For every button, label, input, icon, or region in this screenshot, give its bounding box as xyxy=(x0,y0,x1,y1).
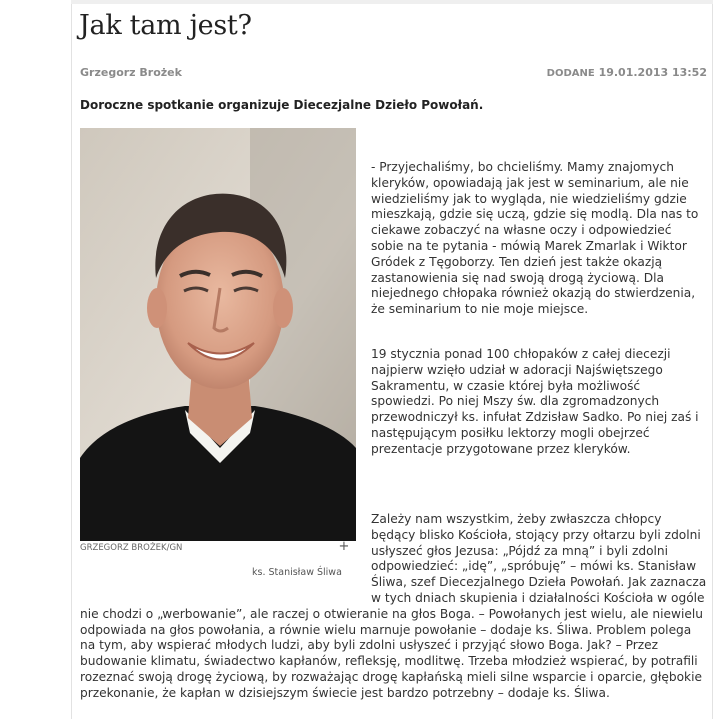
article-title: Jak tam jest? xyxy=(79,10,252,41)
article-paragraph: 19 stycznia ponad 100 chłopaków z całej diecezji najpierw wzięło udział w adoracji Najświętszego Sakramentu, w czasie której była możliwość spowiedzi. Po niej Mszy św. dla zgromadzonych przewodniczył ks. infułat Zdzisław Sadko. Po niej zaś i następującym posiłku lektorzy mogli obejrzeć prezentacje przygotowane przez kleryków. xyxy=(371,347,699,456)
article-paragraph-wrap xyxy=(80,512,708,712)
content-border-left xyxy=(71,0,72,719)
article-paragraph: - Przyjechaliśmy, bo chcieliśmy. Mamy znajomych kleryków, opowiadają jak jest w seminarium, ale nie wiedzieliśmy jak to wygląda, nie wiedzieliśmy gdzie mieszkają, gdzie się uczą, gdzie się modlą. Dla nas to ciekawe zobaczyć na własne oczy i odpowiedzieć sobie na te pytania - mówią Marek Zmarlak i Wiktor Gródek z Tęgoborzy. Ten dzień jest także okazją zastanowienia się nad swoją drogą życiową. Dla niejednego chłopaka również okazją do stwierdzenia, że seminarium to nie moje miejsce. xyxy=(371,160,699,317)
article-paragraph: Zależy nam wszystkim, żeby zwłaszcza chłopcy będący blisko Kościoła, stojący przy ołtarzu byli zdolni usłyszeć głos Jezusa: „Pójdź za mną” i byli zdolni odpowiedzieć: „idę”, „spróbuję” – mówi ks. Stanisław Śliwa, szef Diecezjalnego Dzieła Powołań. Jak zaznacza w tych dniach skupienia i działalności Kościoła w ogóle nie chodzi o „werbowanie”, ale raczej o otwieranie na głos Boga. – Powołanych jest wielu, ale niewielu odpowiada na głos powołania, a równie wielu marnuje powołanie – dodaje ks. Śliwa. Problem polega na tym, aby wspierać młodych ludzi, aby byli zdolni usłyszeć i przyjąć słowo Boga. Jak? – Przez budowanie klimatu, świadectwo kapłanów, refleksję, modlitwę. Trzeba młodzież wspierać, by potrafili rozeznać swoją drogę życiową, by rozważając drogę kapłańską mieli silne wsparcie i oparcie, głębokie przekonanie, że kapłan w dzisiejszym świecie jest bardzo potrzebny – dodaje ks. Śliwa. xyxy=(80,512,707,700)
priest-portrait xyxy=(80,128,356,541)
content-border-right xyxy=(712,0,713,719)
article-lead: Doroczne spotkanie organizuje Diecezjalne Dzieło Powołań. xyxy=(80,98,484,112)
content-border-top xyxy=(71,0,713,4)
author-name[interactable]: Grzegorz Brożek xyxy=(80,66,182,79)
plus-icon[interactable]: + xyxy=(338,539,350,554)
photo-wrap-spacer xyxy=(80,512,371,600)
photo-credit: GRZEGORZ BROŻEK/GN xyxy=(80,543,183,553)
date-value: 19.01.2013 13:52 xyxy=(598,66,707,79)
article-photo[interactable] xyxy=(80,128,356,541)
photo-caption: ks. Stanisław Śliwa xyxy=(252,567,342,578)
publish-date xyxy=(547,66,707,79)
date-label: DODANE xyxy=(546,68,595,79)
